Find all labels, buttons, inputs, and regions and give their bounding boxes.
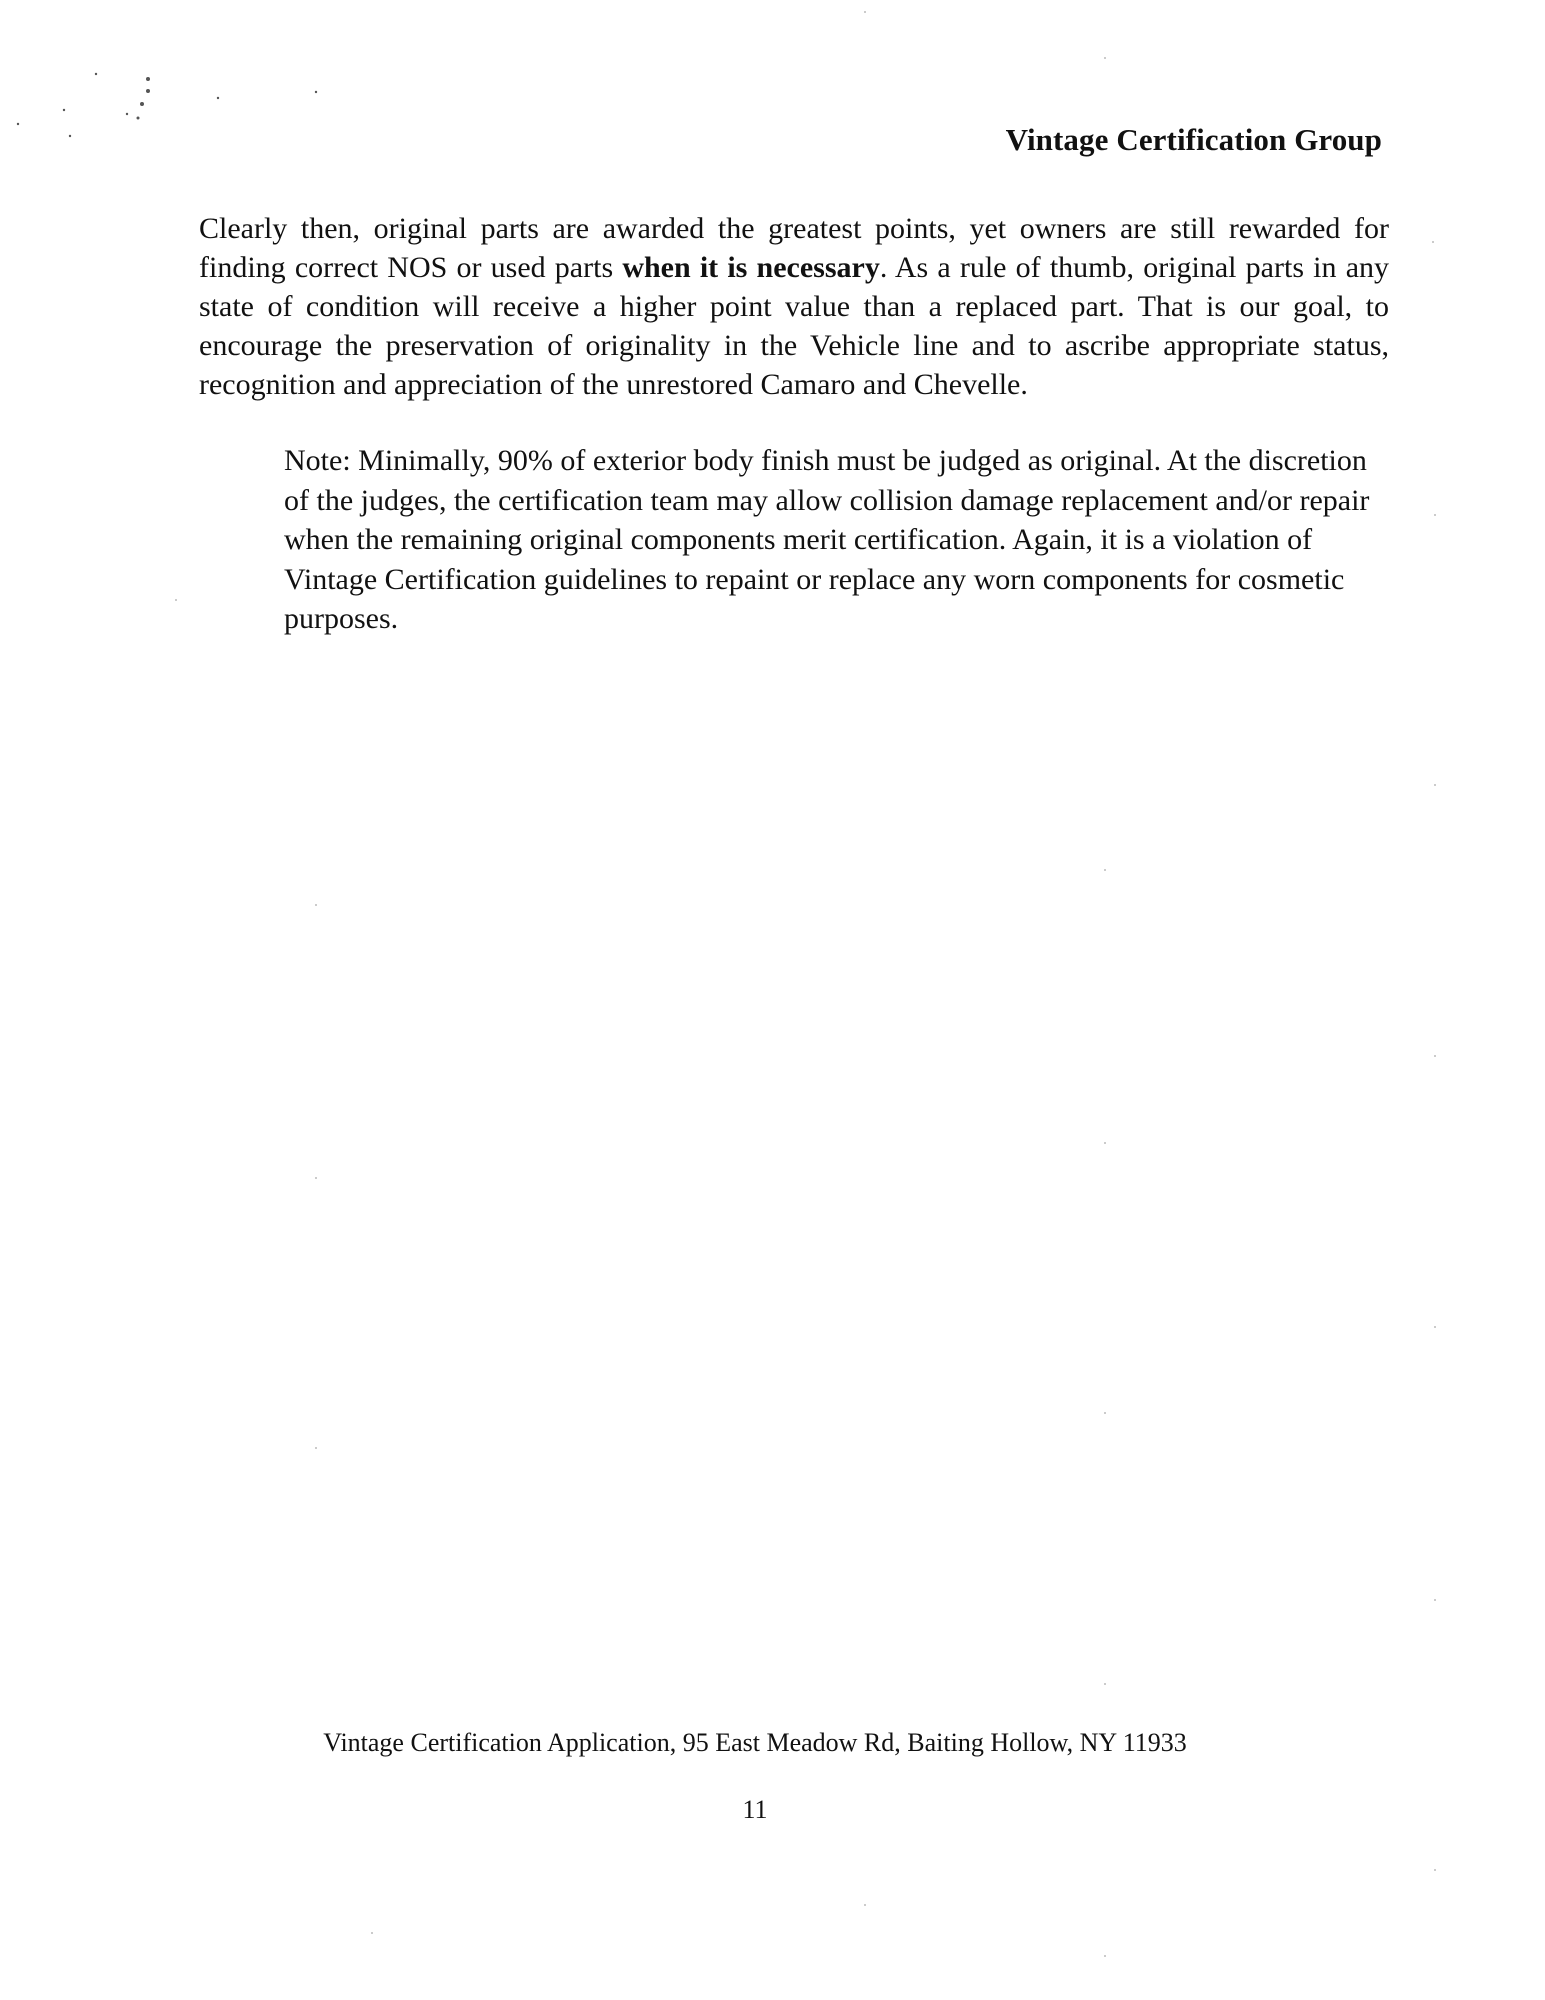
organization-header: Vintage Certification Group: [1005, 122, 1382, 157]
body-text-emphasis: when it is necessary: [622, 251, 880, 284]
footer-address: Vintage Certification Application, 95 East Meadow Rd, Baiting Hollow, NY 11933: [323, 1728, 1187, 1757]
page-number: 11: [742, 1795, 768, 1824]
body-paragraph: [199, 209, 1389, 404]
note-paragraph: Note: Minimally, 90% of exterior body finish must be judged as original. At the discretion of the judges, the certification team may allow collision damage replacement and/or repair when the remaining original components merit certification. Again, it is a violation of Vintage Certification guidelines to repaint or replace any worn components for cosmetic purposes.: [284, 444, 1370, 635]
body-text-part2: . As a rule of thumb, original parts in any state of condition will receive a higher point value than a replaced part. That is our goal, to encourage the preservation of originality in the Vehicle line and to ascribe appropriate status, recognition and appreciation of the unrestored Camaro and Chevelle.: [199, 251, 1390, 401]
body-text-part1: Clearly then, original parts are awarded the greatest points, yet owners are still rewarded for finding correct NOS or used parts: [199, 212, 1389, 284]
